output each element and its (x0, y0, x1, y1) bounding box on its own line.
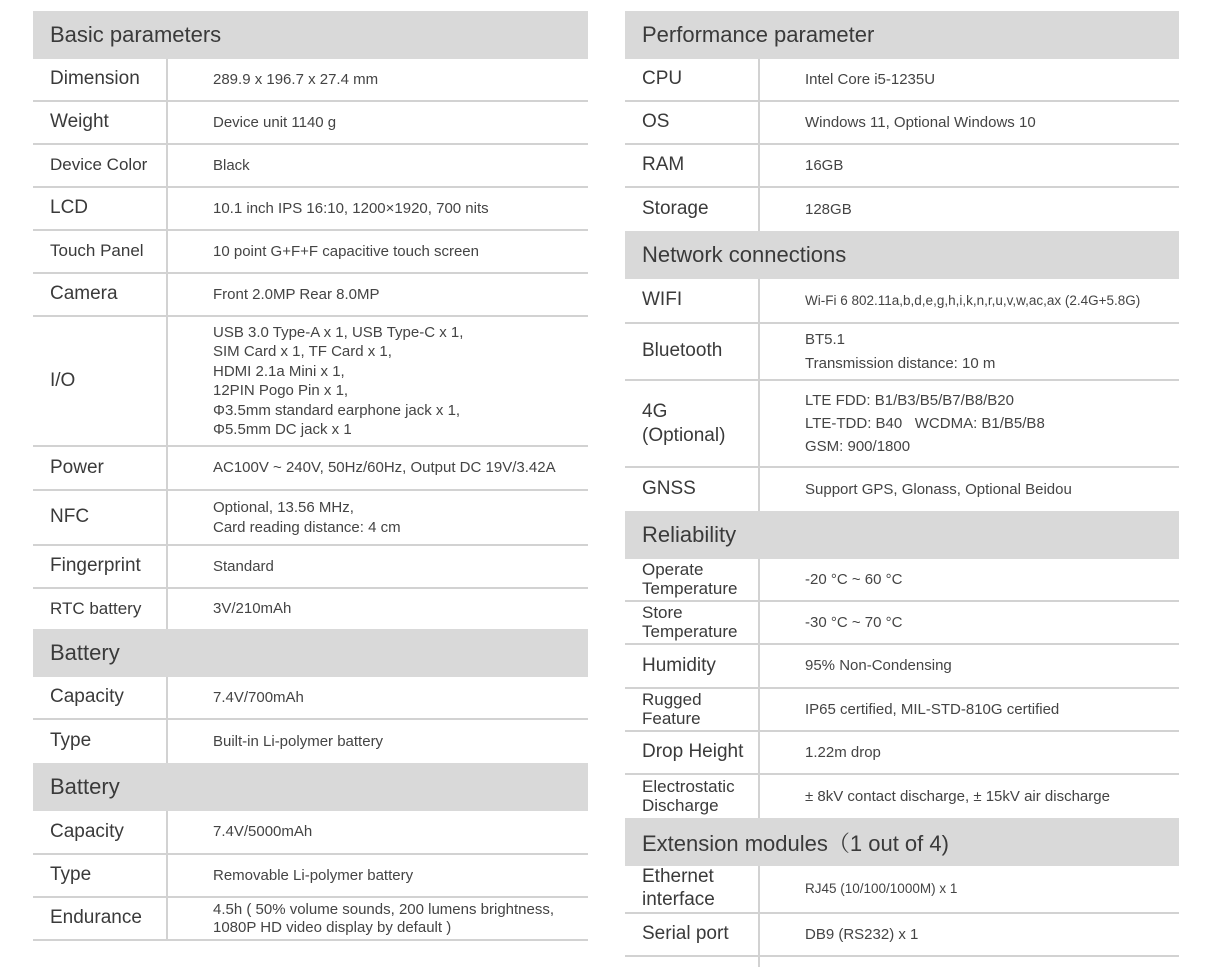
spec-label: Weight (33, 102, 168, 143)
spec-label: Drop Height (625, 732, 760, 773)
spec-label: Ethernet interface (625, 866, 760, 912)
spec-row-drop-height (625, 732, 1179, 775)
spec-value: 10.1 inch IPS 16:10, 1200×1920, 700 nits (213, 199, 489, 217)
spec-label: Electrostatic Discharge (625, 775, 760, 818)
spec-row-electrostatic-discharge (625, 775, 1179, 818)
spec-value: 128GB (805, 200, 852, 218)
spec-label: Touch Panel (33, 231, 168, 272)
spec-value (760, 324, 1179, 379)
spec-value: Removable Li-polymer battery (213, 866, 414, 884)
section-header-battery: Battery (33, 763, 588, 811)
spec-row-gnss (625, 468, 1179, 511)
spec-label: 4G (Optional) (625, 381, 760, 466)
spec-value: Standard (213, 557, 274, 575)
spec-label: Operate Temperature (625, 559, 760, 600)
spec-row-store-temperature (625, 602, 1179, 645)
spec-value (168, 898, 588, 939)
spec-value-line: LTE FDD: B1/B3/B5/B7/B8/B20 (805, 391, 1014, 409)
spec-value: 7.4V/700mAh (213, 688, 304, 706)
spec-label: Fingerprint (33, 546, 168, 587)
spec-value: IP65 certified, MIL-STD-810G certified (805, 700, 1060, 718)
spec-row-storage (625, 188, 1179, 231)
spec-row-humidity (625, 645, 1179, 689)
spec-value: Windows 11, Optional Windows 10 (805, 113, 1036, 131)
spec-value: 7.4V/5000mAh (213, 823, 313, 841)
spec-value: ± 8kV contact discharge, ± 15kV air discharge (805, 787, 1110, 805)
spec-row-4g-optional (625, 381, 1179, 468)
spec-label: RAM (625, 145, 760, 186)
spec-label: GNSS (625, 468, 760, 511)
spec-value: Wi-Fi 6 802.11a,b,d,e,g,h,i,k,n,r,u,v,w,ac,ax (2.4G+5.8G) (805, 292, 1141, 308)
spec-label: NFC (33, 491, 168, 544)
spec-value-line: 4.5h ( 50% volume sounds, 200 lumens brightness, (213, 900, 555, 918)
spec-value-line: BT5.1 (805, 331, 846, 349)
spec-value: 16GB (805, 156, 844, 174)
spec-value-line: GSM: 900/1800 (805, 438, 911, 456)
spec-row-fingerprint (33, 546, 588, 589)
spec-row-serial-port (625, 914, 1179, 957)
spec-label: Device Color (33, 145, 168, 186)
spec-label: Storage (625, 188, 760, 231)
spec-row-bluetooth (625, 324, 1179, 381)
spec-value: Support GPS, Glonass, Optional Beidou (805, 480, 1072, 498)
spec-row-rugged-feature (625, 689, 1179, 732)
spec-value: Front 2.0MP Rear 8.0MP (213, 285, 380, 303)
left-spec-column (33, 11, 588, 941)
spec-value: RJ45 (10/100/1000M) x 1 (805, 881, 958, 897)
right-spec-column (625, 11, 1179, 967)
section-header-reliability: Reliability (625, 511, 1179, 559)
spec-label: Camera (33, 274, 168, 315)
spec-label: LCD (33, 188, 168, 229)
spec-row-touch-panel (33, 231, 588, 274)
spec-label: Type (33, 855, 168, 896)
spec-value (760, 381, 1179, 466)
spec-row-type (33, 720, 588, 763)
spec-label: Type (33, 720, 168, 763)
spec-value: Built-in Li-polymer battery (213, 732, 384, 750)
spec-value: 3V/210mAh (213, 600, 292, 618)
spec-value: AC100V ~ 240V, 50Hz/60Hz, Output DC 19V/3.42A (213, 459, 556, 477)
spec-label: Serial port (625, 914, 760, 955)
spec-value-line: SIM Card x 1, TF Card x 1, (213, 343, 392, 360)
spec-row-ethernet-interface (625, 866, 1179, 914)
spec-row-capacity (33, 811, 588, 855)
spec-label: CPU (625, 59, 760, 100)
spec-value (168, 317, 588, 445)
spec-value: 1.22m drop (805, 743, 881, 761)
spec-value: 10 point G+F+F capacitive touch screen (213, 242, 479, 260)
spec-value: Intel Core i5-1235U (805, 70, 936, 88)
spec-row-type (33, 855, 588, 898)
spec-row-wifi (625, 279, 1179, 324)
spec-row-cpu (625, 59, 1179, 102)
section-header-performance-parameter: Performance parameter (625, 11, 1179, 59)
spec-value-line: HDMI 2.1a Mini x 1, (213, 362, 345, 380)
spec-row-capacity (33, 677, 588, 720)
spec-row-camera (33, 274, 588, 317)
spec-value-line: Card reading distance: 4 cm (213, 518, 401, 536)
spec-value: -20 °C ~ 60 °C (805, 570, 903, 588)
spec-row-power (33, 447, 588, 491)
spec-value-line: Transmission distance: 10 m (805, 354, 996, 372)
spec-value: -30 °C ~ 70 °C (805, 613, 903, 631)
spec-value-line: 1080P HD video display by default ) (213, 918, 452, 936)
spec-label: Bluetooth (625, 324, 760, 379)
spec-value-line: Φ5.5mm DC jack x 1 (213, 421, 352, 438)
spec-value: Device unit 1140 g (213, 113, 337, 131)
spec-row-nfc (33, 491, 588, 546)
spec-row-endurance (33, 898, 588, 941)
spec-label: OS (625, 102, 760, 143)
spec-row-device-color (33, 145, 588, 188)
spec-value: DB9 (RS232) x 1 (805, 925, 919, 943)
spec-value (168, 491, 588, 544)
section-header-battery: Battery (33, 629, 588, 677)
spec-label: RTC battery (33, 589, 168, 629)
spec-value-line: 12PIN Pogo Pin x 1, (213, 382, 349, 399)
spec-row-weight (33, 102, 588, 145)
spec-label: Capacity (33, 677, 168, 718)
spec-label: WIFI (625, 279, 760, 322)
spec-label: I/O (33, 317, 168, 445)
spec-row-io (33, 317, 588, 447)
spec-label: Capacity (33, 811, 168, 853)
spec-value: Black (213, 156, 250, 174)
spec-row-rtc-battery (33, 589, 588, 629)
spec-label: Power (33, 447, 168, 489)
spec-label: Humidity (625, 645, 760, 687)
section-header-basic-parameters: Basic parameters (33, 11, 588, 59)
spec-row-dimension (33, 59, 588, 102)
spec-value-line: LTE-TDD: B40 WCDMA: B1/B5/B8 (805, 414, 1045, 432)
spec-value-line: Φ3.5mm standard earphone jack x 1, (213, 401, 461, 419)
spec-label: Dimension (33, 59, 168, 100)
spec-row-lcd (33, 188, 588, 231)
section-header-extension-modules: Extension modules（1 out of 4) (625, 818, 1179, 866)
spec-label: Rugged Feature (625, 689, 760, 730)
spec-row-operate-temperature (625, 559, 1179, 602)
spec-row-ram (625, 145, 1179, 188)
spec-row-os (625, 102, 1179, 145)
spec-label: Store Temperature (625, 602, 760, 643)
spec-value: 289.9 x 196.7 x 27.4 mm (213, 70, 379, 88)
spec-label: Endurance (33, 898, 168, 939)
spec-value-line: USB 3.0 Type-A x 1, USB Type-C x 1, (213, 323, 464, 341)
spec-value-line: Optional, 13.56 MHz, (213, 499, 354, 516)
spec-value: 95% Non-Condensing (805, 657, 952, 675)
section-header-network-connections: Network connections (625, 231, 1179, 279)
